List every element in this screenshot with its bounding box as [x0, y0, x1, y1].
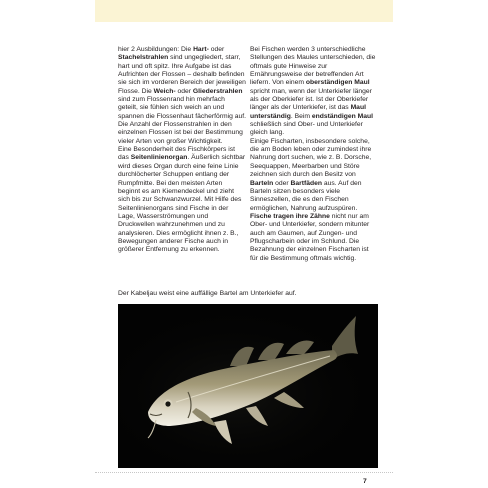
body-text: sind ungegliedert, starr, hart und oft spitz. Ihre Aufgabe ist das Aufrichten der Flossen – deshalb befinden sie sich im vorderen Bereich der jeweiligen Flosse. Die — [118, 54, 246, 95]
bold-term: Seitenlinienorgan — [130, 154, 188, 162]
bold-term: Bartfäden — [290, 179, 323, 187]
body-text: spricht man, wenn der Unterkiefer länger als der Oberkiefer ist. Ist der Oberkiefer länger als der Unterkiefer, ist das — [250, 87, 372, 112]
body-text: sind zum Flossenrand hin mehrfach geteilt, sie fühlen sich weich an und spannen die Flossenhaut fächerförmig auf. Die Anzahl der Flossenstrahlen in den einzelnen Flossen ist bei der Bestimmung vieler Arten von großer Wichtigkeit. — [118, 96, 246, 145]
photo-caption: Der Kabeljau weist eine auffällige Bartel am Unterkiefer auf. — [118, 290, 297, 297]
page-number: 7 — [363, 478, 367, 485]
cod-fish-illustration — [118, 304, 378, 468]
body-text: Eine Besonderheit des Fischkörpers ist das — [118, 146, 236, 162]
body-text: oder — [273, 179, 291, 187]
bold-term: Fische tragen ihre Zähne — [250, 212, 330, 220]
text-column-right — [250, 46, 378, 263]
body-text: . Äußerlich sichtbar wird dieses Organ durch eine feine Linie durchlöcherter Schuppen entlang der Rumpfmitte. Bei den meisten Arten beginnt es am Kiemendeckel und zieht sich bis zur Schwanzwurzel. Mit Hilfe des Seitenlinienorgans sind Fische in der Lage, Wasserströmungen und Druckwellen wahrzunehmen und zu analysieren. Dies ermöglicht ihnen z. B., Bewegungen anderer Fische auch in größerer Entfernung zu erkennen. — [118, 154, 246, 254]
cod-photo — [118, 304, 378, 468]
bold-term: Gliederstrahlen — [192, 87, 243, 95]
bold-term: Hart- — [193, 46, 209, 53]
body-text: Bei Fischen werden 3 unterschiedliche Stellungen des Maules unterschieden, die oftmals gute Hinweise zur Ernährungsweise der betreffenden Art liefern. Von einem — [250, 46, 376, 87]
bold-term: endständigen Maul — [311, 112, 374, 120]
bold-term: oberständigen Maul — [305, 79, 370, 87]
header-band — [95, 0, 393, 22]
body-text: Einige Fischarten, insbesondere solche, die am Boden leben oder zumindest ihre Nahrung dort suchen, wie z. B. Dorsche, Seequappen, Meerbarben und Störe zeichnen sich durch den Besitz von — [250, 137, 372, 179]
body-text: nicht nur am Ober- und Unterkiefer, sondern mitunter auch am Gaumen, auf Zungen- und Pflugscharbein oder im Schlund. Die Bezahnung der einzelnen Fischarten ist für die Bestimmung oftmals wichtig. — [250, 212, 370, 262]
text-column-left — [118, 46, 246, 255]
body-text: oder — [175, 87, 193, 95]
bold-term: Stachelstrahlen — [118, 54, 169, 62]
footer-rule — [95, 472, 393, 473]
body-text: schließlich sind Ober- und Unterkiefer gleich lang. — [250, 121, 363, 137]
bold-term: Barteln — [250, 179, 274, 187]
body-text: hier 2 Ausbildungen: Die — [118, 46, 194, 53]
bold-term: Weich- — [153, 87, 176, 95]
body-text: . Beim — [290, 112, 312, 120]
body-text: oder — [208, 46, 225, 53]
body-text: aus. Auf den Barteln sitzen besonders viele Sinneszellen, die es den Fischen ermöglichen, Nahrung aufzuspüren. — [250, 179, 362, 212]
bold-term: Maul unterständig — [250, 104, 366, 120]
